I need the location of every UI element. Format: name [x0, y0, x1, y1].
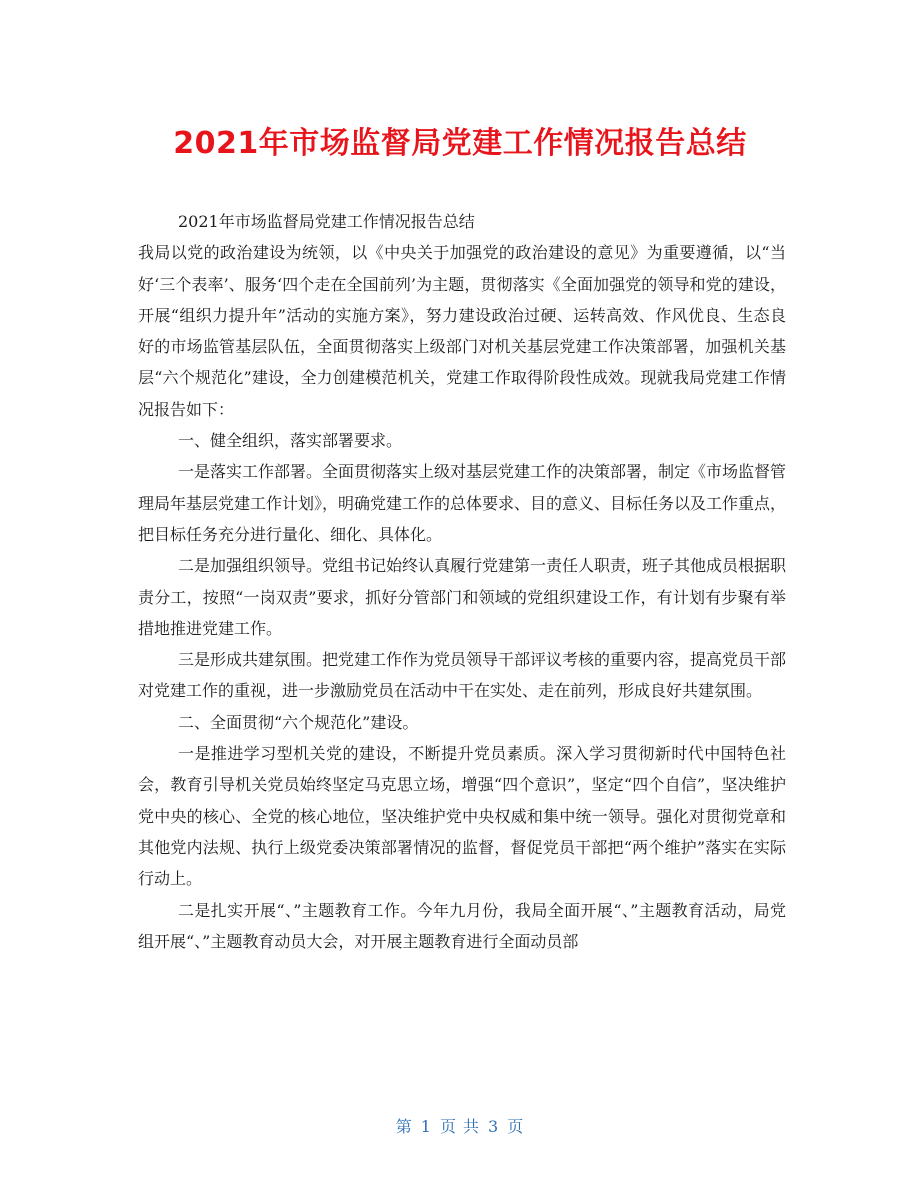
page-footer — [0, 1114, 920, 1137]
page-number: 1 — [420, 1117, 432, 1136]
paragraph: 2021年市场监督局党建工作情况报告总结 — [178, 212, 475, 231]
page-total: 3 — [488, 1117, 500, 1136]
document-title: 2021年市场监督局党建工作情况报告总结 — [173, 126, 747, 161]
paragraph: 二是扎实开展“、”主题教育工作。今年九月份，我局全面开展“、”主题教育活动，局党组开展“、”主题教育动员大会，对开展主题教育进行全面动员部 — [138, 900, 786, 951]
paragraph: 我局以党的政治建设为统领，以《中央关于加强党的政治建设的意见》为重要遵循，以“当好‘三个表率’、服务‘四个走在全国前列’为主题，贯彻落实《全面加强党的领导和党的建设，开展“组织力提升年”活动的实施方案》，努力建设政治过硬、运转高效、作风优良、生态良好的市场监管基层队伍，全面贯彻落实上级部门对机关基层党建工作决策部署，加强机关基层“六个规范化”建设，全力创建模范机关，党建工作取得阶段性成效。现就我局党建工作情况报告如下： — [138, 243, 786, 419]
paragraph: 三是形成共建氛围。把党建工作作为党员领导干部评议考核的重要内容，提高党员干部对党建工作的重视，进一步激励党员在活动中干在实处、走在前列，形成良好共建氛围。 — [138, 650, 787, 701]
footer-prefix: 第 — [395, 1117, 413, 1136]
paragraph: 一是推进学习型机关党的建设，不断提升党员素质。深入学习贯彻新时代中国特色社会，教育引导机关党员始终坚定马克思立场，增强“四个意识”，坚定“四个自信”，坚决维护党中央的核心、全党的核心地位，坚决维护党中央权威和集中统一领导。强化对贯彻党章和其他党内法规、执行上级党委决策部署情况的监督，督促党员干部把“两个维护”落实在实际行动上。 — [138, 744, 786, 889]
paragraph: 一是落实工作部署。全面贯彻落实上级对基层党建工作的决策部署，制定《市场监督管理局年基层党建工作计划》，明确党建工作的总体要求、目的意义、目标任务以及工作重点，把目标任务充分进行量化、细化、具体化。 — [138, 462, 787, 544]
document-body — [138, 206, 786, 957]
footer-middle: 页 共 — [439, 1117, 481, 1136]
section-heading: 一、健全组织，落实部署要求。 — [178, 431, 403, 451]
paragraph: 二是加强组织领导。党组书记始终认真履行党建第一责任人职责，班子其他成员根据职责分工，按照“一岗双责”要求，抓好分管部门和领域的党组织建设工作，有计划有步聚有举措地推进党建工作。 — [138, 556, 787, 638]
footer-suffix: 页 — [507, 1117, 525, 1136]
section-heading: 二、全面贯彻“六个规范化”建设。 — [178, 712, 419, 732]
